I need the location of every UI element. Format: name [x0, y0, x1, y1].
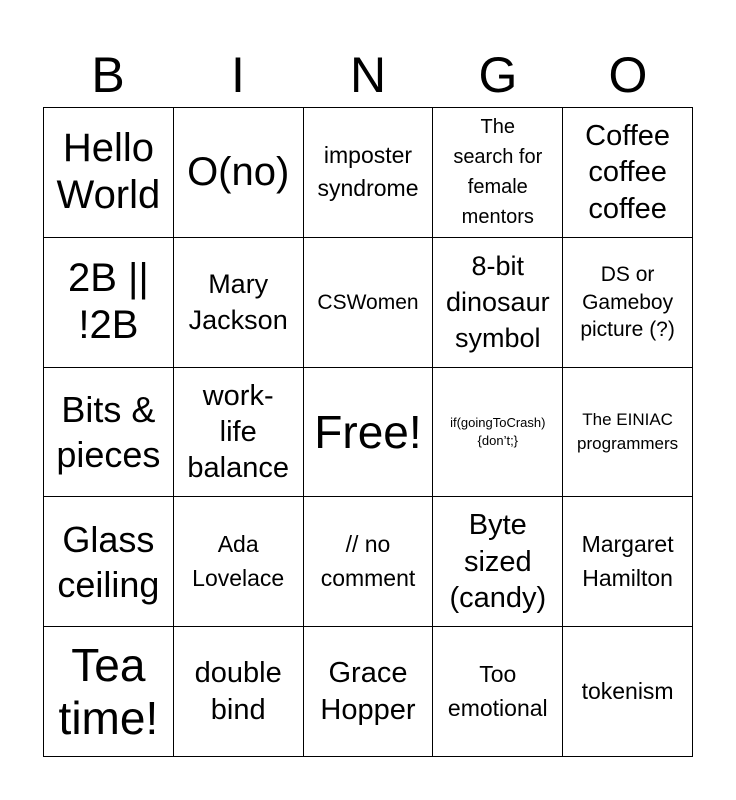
bingo-cell-ada-lovelace[interactable]: Ada Lovelace: [174, 497, 304, 627]
bingo-cell-grace-hopper[interactable]: Grace Hopper: [304, 627, 434, 757]
bingo-cell-ds-gameboy[interactable]: DS or Gameboy picture (?): [563, 238, 693, 368]
bingo-cell-female-mentors[interactable]: The search for female mentors: [433, 108, 563, 238]
header-letter-n: N: [349, 47, 387, 103]
bingo-cell-hello-world[interactable]: Hello World: [44, 108, 174, 238]
bingo-cell-tokenism[interactable]: tokenism: [563, 627, 693, 757]
bingo-cell-margaret-hamilton[interactable]: Margaret Hamilton: [563, 497, 693, 627]
bingo-cell-work-life-balance[interactable]: work- life balance: [174, 368, 304, 498]
bingo-cell-eniac-programmers[interactable]: The EINIAC programmers: [563, 368, 693, 498]
header-letter-b: B: [91, 47, 125, 103]
bingo-card-grid: [43, 107, 693, 757]
bingo-cell-mary-jackson[interactable]: Mary Jackson: [174, 238, 304, 368]
bingo-cell-double-bind[interactable]: double bind: [174, 627, 304, 757]
bingo-cell-tea-time[interactable]: Tea time!: [44, 627, 174, 757]
bingo-cell-bits-pieces[interactable]: Bits & pieces: [44, 368, 174, 498]
header-letter-g: G: [478, 47, 518, 103]
header-letter-o: O: [608, 47, 648, 103]
bingo-cell-imposter-syndrome[interactable]: imposter syndrome: [304, 108, 434, 238]
bingo-cell-byte-sized-candy[interactable]: Byte sized (candy): [433, 497, 563, 627]
bingo-cell-dinosaur-symbol[interactable]: 8-bit dinosaur symbol: [433, 238, 563, 368]
header-letter-i: I: [231, 47, 245, 103]
bingo-cell-glass-ceiling[interactable]: Glass ceiling: [44, 497, 174, 627]
bingo-cell-too-emotional[interactable]: Too emotional: [433, 627, 563, 757]
bingo-cell-o-no[interactable]: O(no): [174, 108, 304, 238]
bingo-cell-cswomen[interactable]: CSWomen: [304, 238, 434, 368]
bingo-cell-free-space[interactable]: Free!: [304, 368, 434, 498]
bingo-header: [43, 44, 693, 106]
bingo-cell-no-comment[interactable]: // no comment: [304, 497, 434, 627]
bingo-cell-2b-or-not-2b[interactable]: 2B || !2B: [44, 238, 174, 368]
bingo-cell-if-going-to-crash[interactable]: if(goingToCrash) {don’t;}: [433, 368, 563, 498]
bingo-cell-coffee[interactable]: Coffee coffee coffee: [563, 108, 693, 238]
